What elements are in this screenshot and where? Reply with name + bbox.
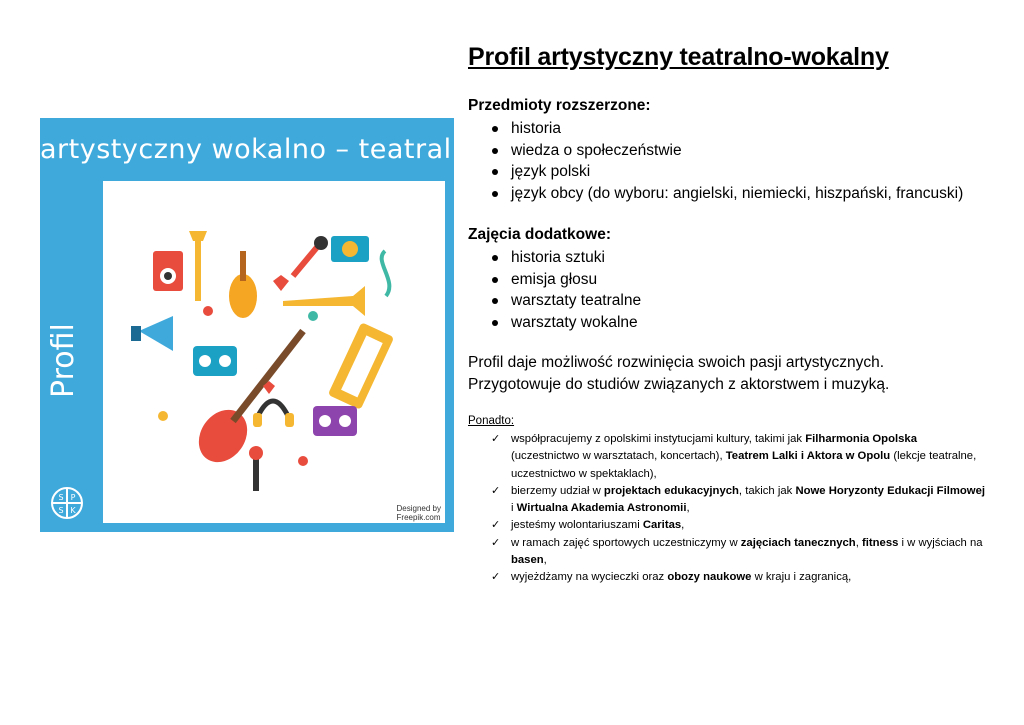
list-item: ✓ bierzemy udział w projektach edukacyjnych, takich jak Nowe Horyzonty Edukacji Filmowej i Wirtualna Akademia Astronomii, [491,484,986,515]
violin-icon [229,251,257,318]
page-title: Profil artystyczny teatralno-wokalny [468,43,889,71]
list-item: wiedza o społeczeństwie [468,140,963,162]
svg-text:P: P [70,493,76,502]
ponadto-list [468,431,988,587]
list-item: ✓ w ramach zajęć sportowych uczestniczymy w zajęciach tanecznych, fitness i w wyjściach na basen, [491,536,983,567]
list-item: historia sztuki [468,247,641,269]
extended-subjects-heading: Przedmioty rozszerzone: [468,97,651,114]
boombox-icon [193,346,237,376]
list-item: ✓ wyjeżdżamy na wycieczki oraz obozy naukowe w kraju i zagranicą, [468,569,988,586]
trumpet-icon [189,231,207,301]
poster-side-label: Profil [46,323,81,398]
poster-title: artystyczny wokalno – teatralny [40,134,486,165]
summary-line: Profil daje możliwość rozwinięcia swoich pasji artystycznych. [468,354,885,371]
extended-subjects-list [468,118,963,204]
bullet-icon [492,126,498,132]
svg-text:K: K [70,506,76,515]
bullet-icon [492,320,498,326]
microphone-icon [293,236,328,276]
checkmark-icon: ✓ [491,484,501,497]
poster-credit: Designed by Freepik.com [396,504,441,522]
svg-text:S: S [58,493,64,502]
profile-summary [468,352,1008,395]
list-item: emisja głosu [468,269,641,291]
speaker-icon [153,251,183,291]
list-item: ✓ współpracujemy z opolskimi instytucjami kultury, takimi jak Filharmonia Opolska (uczestnictwo w warsztatach, koncertach), Teatrem Lalki i Aktora w Opolu (lekcje teatralne, uczestnictwo w spektaklach), [491,433,977,480]
summary-line: Przygotowuje do studiów związanych z aktorstwem i muzyką. [468,375,890,393]
list-item: historia [468,118,963,140]
megaphone-icon [131,316,173,351]
list-item: język obcy (do wyboru: angielski, niemiecki, hiszpański, francuski) [468,183,963,205]
list-item: warsztaty wokalne [468,312,641,334]
extra-classes-heading: Zajęcia dodatkowe: [468,226,611,243]
bullet-icon [492,298,498,304]
bullet-icon [492,277,498,283]
radio-icon [331,236,369,262]
treble-clef-icon [382,251,390,296]
checkmark-icon: ✓ [491,433,501,445]
cassette-player-icon [313,406,357,436]
extra-classes-list [468,247,641,333]
headphones-icon [253,401,294,427]
poster-illustration [103,181,445,523]
keyboard-icon [328,322,394,410]
list-item: warsztaty teatralne [468,290,641,312]
list-item: język polski [468,161,963,183]
bullet-icon [492,191,498,197]
instruments-heart-illustration [103,181,445,523]
ponadto-label: Ponadto: [468,415,515,427]
bullet-icon [492,255,498,261]
svg-text:S: S [58,506,64,515]
saxophone-horn-icon [283,286,365,316]
handheld-microphone-icon [249,446,263,491]
checkmark-icon: ✓ [491,519,501,532]
school-seal-logo [50,486,84,520]
checkmark-icon: ✓ [491,571,501,584]
bullet-icon [492,169,498,175]
bullet-icon [492,148,498,154]
profile-poster [40,118,486,532]
list-item: ✓ jesteśmy wolontariuszami Caritas, [468,517,988,534]
checkmark-icon: ✓ [491,536,501,549]
